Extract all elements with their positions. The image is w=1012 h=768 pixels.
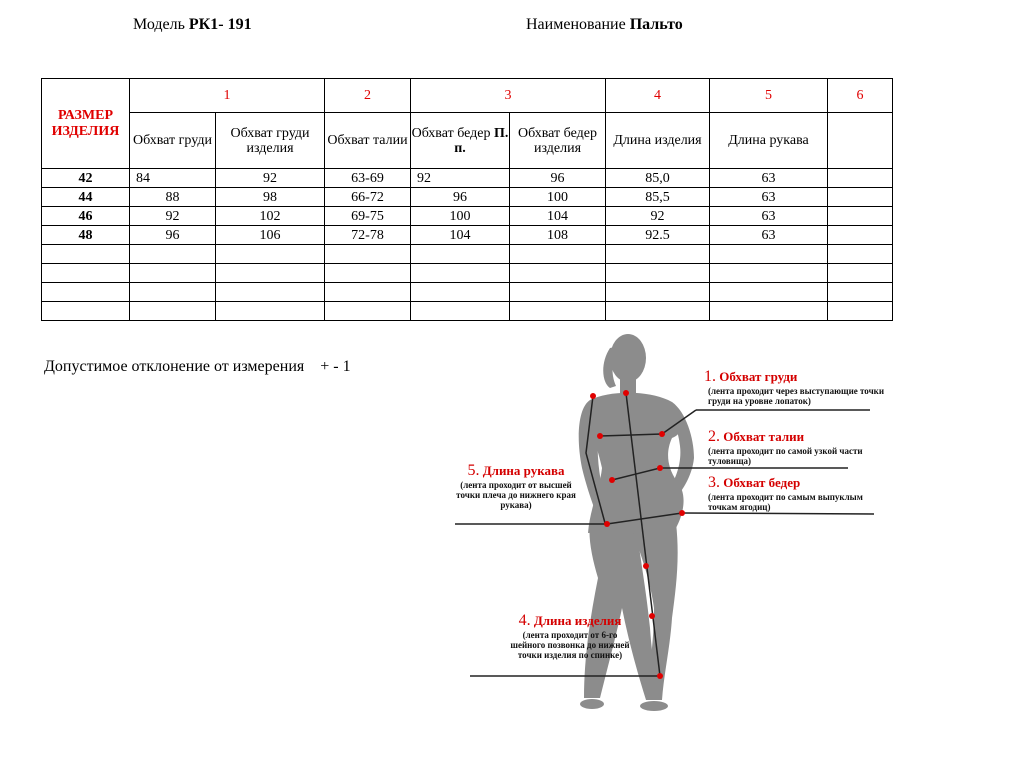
column-header <box>828 113 893 169</box>
model-value: РК1- 191 <box>188 16 252 33</box>
size-row <box>42 207 893 226</box>
measure-sleeve <box>456 462 576 510</box>
empty-cell <box>510 283 606 302</box>
empty-cell <box>828 245 893 264</box>
empty-cell <box>828 264 893 283</box>
empty-cell <box>606 302 710 321</box>
empty-cell <box>710 283 828 302</box>
value-cell: 106 <box>216 226 325 245</box>
measure-desc: (лента проходит через выступающие точки груди на уровне лопаток) <box>708 386 885 406</box>
column-header: Обхват груди изделия <box>216 113 325 169</box>
column-header: Обхват груди <box>130 113 216 169</box>
column-header-text: Обхват бедер П. п. <box>411 125 509 156</box>
measure-desc: (лента проходит по самой узкой части туловища) <box>708 446 863 466</box>
empty-cell <box>130 283 216 302</box>
empty-cell <box>42 245 130 264</box>
measure-chest <box>704 368 894 406</box>
value-cell: 63 <box>710 207 828 226</box>
empty-cell <box>606 245 710 264</box>
empty-cell <box>510 302 606 321</box>
measure-title: Обхват бедер <box>723 475 801 490</box>
empty-cell <box>130 264 216 283</box>
value-cell: 92.5 <box>606 226 710 245</box>
size-row <box>42 188 893 207</box>
value-cell <box>828 188 893 207</box>
value-cell: 92 <box>411 169 510 188</box>
empty-cell <box>411 264 510 283</box>
tolerance-label: Допустимое отклонение от измерения <box>44 358 305 375</box>
column-number-1: 1 <box>130 79 325 113</box>
empty-row <box>42 283 893 302</box>
empty-cell <box>510 264 606 283</box>
measure-number: 3. <box>708 474 720 491</box>
value-cell: 63 <box>710 169 828 188</box>
model-label: Модель <box>133 16 185 33</box>
measure-desc: (лента проходит от 6-го шейного позвонка до нижней точки изделия по спинке) <box>510 630 630 660</box>
column-number-5: 5 <box>710 79 828 113</box>
column-number-row <box>42 79 893 113</box>
value-cell: 92 <box>606 207 710 226</box>
value-cell: 104 <box>510 207 606 226</box>
empty-cell <box>42 302 130 321</box>
empty-row <box>42 302 893 321</box>
measure-desc: (лента проходит по самым выпуклым точкам ягодиц) <box>708 492 863 512</box>
value-cell: 84 <box>130 169 216 188</box>
empty-cell <box>216 264 325 283</box>
measure-title: Обхват талии <box>723 429 805 444</box>
measure-title: Обхват груди <box>719 369 798 384</box>
column-header <box>411 113 510 169</box>
empty-cell <box>411 302 510 321</box>
measure-waist <box>708 428 868 466</box>
empty-cell <box>130 302 216 321</box>
empty-cell <box>710 302 828 321</box>
value-cell: 96 <box>130 226 216 245</box>
value-cell: 96 <box>411 188 510 207</box>
value-cell: 92 <box>216 169 325 188</box>
value-cell: 63 <box>710 188 828 207</box>
column-number-2: 2 <box>325 79 411 113</box>
empty-cell <box>606 283 710 302</box>
measure-number: 1. <box>704 368 716 385</box>
column-number-6: 6 <box>828 79 893 113</box>
empty-cell <box>411 283 510 302</box>
value-cell: 85,5 <box>606 188 710 207</box>
size-row <box>42 169 893 188</box>
value-cell: 72-78 <box>325 226 411 245</box>
value-cell: 92 <box>130 207 216 226</box>
column-number-4: 4 <box>606 79 710 113</box>
column-header: Длина изделия <box>606 113 710 169</box>
measure-number: 2. <box>708 428 720 445</box>
tolerance-note <box>44 358 351 376</box>
tolerance-value: + - 1 <box>320 358 351 375</box>
measurement-figure <box>450 328 890 728</box>
measure-number: 5. <box>467 462 480 479</box>
value-cell: 66-72 <box>325 188 411 207</box>
value-cell: 98 <box>216 188 325 207</box>
size-cell: 46 <box>42 207 130 226</box>
value-cell: 88 <box>130 188 216 207</box>
value-cell <box>828 226 893 245</box>
column-header: Обхват талии <box>325 113 411 169</box>
column-header-row <box>42 113 893 169</box>
value-cell: 102 <box>216 207 325 226</box>
empty-cell <box>216 283 325 302</box>
empty-cell <box>606 264 710 283</box>
column-header: Длина рукава <box>710 113 828 169</box>
value-cell <box>828 169 893 188</box>
value-cell: 85,0 <box>606 169 710 188</box>
name-line <box>526 16 683 34</box>
value-cell: 96 <box>510 169 606 188</box>
column-header: Обхват бедер изделия <box>510 113 606 169</box>
empty-row <box>42 245 893 264</box>
measure-title: Длина изделия <box>533 613 622 628</box>
size-table <box>41 78 893 321</box>
empty-cell <box>710 264 828 283</box>
empty-cell <box>828 302 893 321</box>
size-cell: 42 <box>42 169 130 188</box>
name-label: Наименование <box>526 16 626 33</box>
empty-cell <box>130 245 216 264</box>
empty-cell <box>325 283 411 302</box>
size-cell: 44 <box>42 188 130 207</box>
empty-cell <box>325 302 411 321</box>
empty-cell <box>828 283 893 302</box>
measure-title: Длина рукава <box>482 463 565 478</box>
model-line <box>133 16 252 34</box>
size-header: РАЗМЕР ИЗДЕЛИЯ <box>42 79 130 169</box>
value-cell: 100 <box>510 188 606 207</box>
empty-row <box>42 264 893 283</box>
empty-cell <box>510 245 606 264</box>
empty-cell <box>42 283 130 302</box>
empty-cell <box>411 245 510 264</box>
value-cell: 63-69 <box>325 169 411 188</box>
value-cell: 100 <box>411 207 510 226</box>
measure-number: 4. <box>518 612 531 629</box>
value-cell <box>828 207 893 226</box>
name-value: Пальто <box>629 16 683 33</box>
value-cell: 69-75 <box>325 207 411 226</box>
empty-cell <box>710 245 828 264</box>
size-row <box>42 226 893 245</box>
empty-cell <box>325 245 411 264</box>
empty-cell <box>325 264 411 283</box>
measure-length <box>505 612 635 660</box>
measure-hips <box>708 474 893 512</box>
column-number-3: 3 <box>411 79 606 113</box>
empty-cell <box>42 264 130 283</box>
empty-cell <box>216 245 325 264</box>
measure-desc: (лента проходит от высшей точки плеча до нижнего края рукава) <box>456 480 576 510</box>
value-cell: 104 <box>411 226 510 245</box>
empty-cell <box>216 302 325 321</box>
value-cell: 63 <box>710 226 828 245</box>
value-cell: 108 <box>510 226 606 245</box>
size-cell: 48 <box>42 226 130 245</box>
